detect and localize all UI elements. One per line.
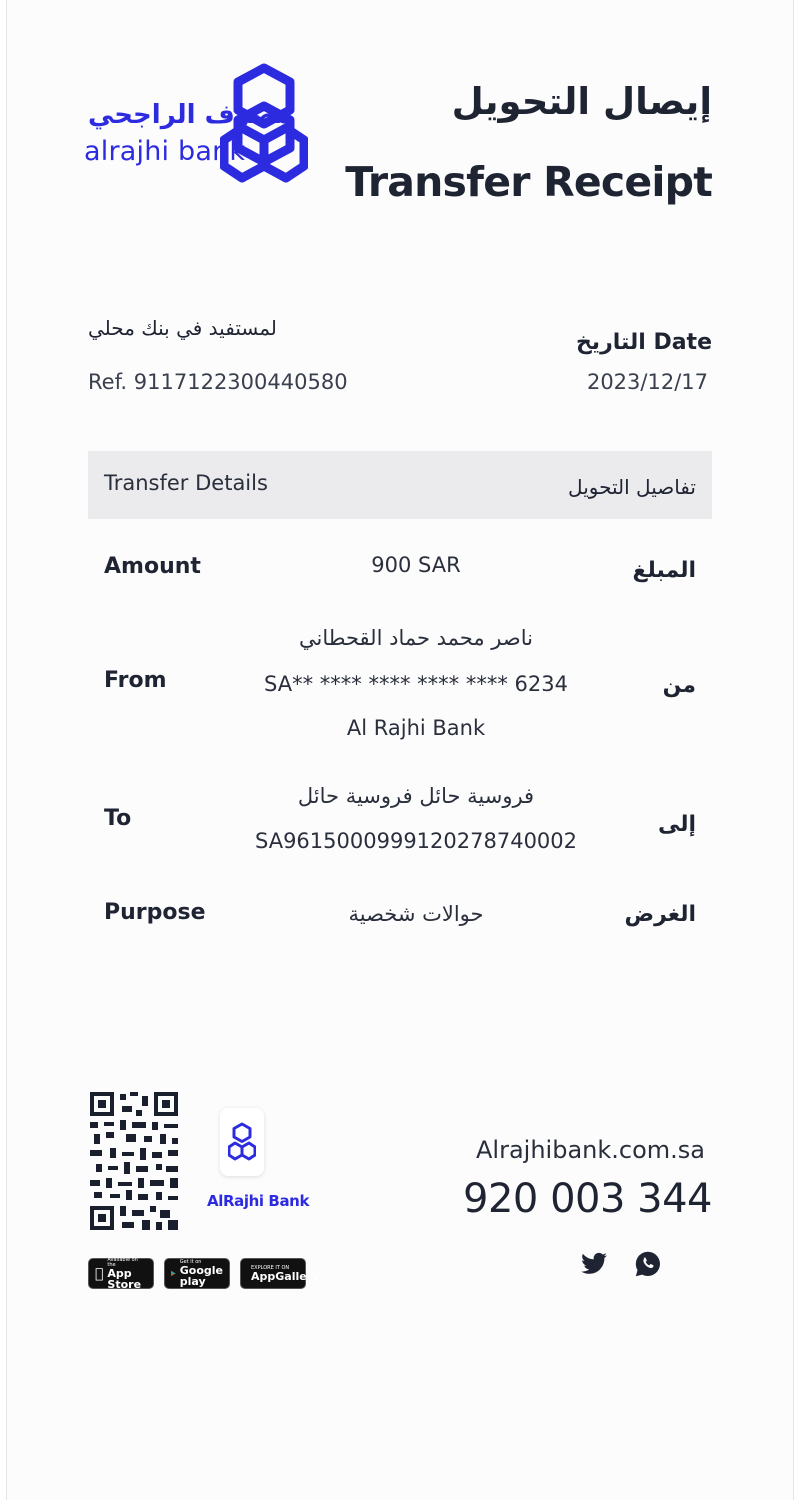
receipt-title-ar: إيصال التحويل <box>451 80 712 123</box>
transfer-details-title-ar: تفاصيل التحويل <box>568 475 696 499</box>
app-gallery-big: AppGallery <box>251 1269 320 1283</box>
app-gallery-badge[interactable] <box>240 1258 320 1289</box>
alrajhi-logo-icon <box>220 62 308 186</box>
amount-value: 900 SAR <box>371 553 461 577</box>
from-bank: Al Rajhi Bank <box>346 716 486 740</box>
from-label-ar: من <box>662 673 696 698</box>
brand-logo-block <box>84 62 314 192</box>
purpose-label-ar: الغرض <box>624 902 696 927</box>
date-label: التاريخ Date <box>575 330 712 355</box>
alrajhi-logo-small-icon <box>228 1122 256 1162</box>
app-label: AlRajhi Bank <box>207 1192 310 1210</box>
app-store-small: Available on the <box>99 1259 140 1265</box>
google-play-badge[interactable] <box>164 1258 230 1289</box>
app-gallery-small: EXPLORE IT ON <box>251 1264 290 1271</box>
phone-number[interactable]: 920 003 344 <box>463 1176 712 1222</box>
from-account: SA** **** **** **** **** 6234 <box>264 672 568 696</box>
amount-label-ar: المبلغ <box>632 558 696 583</box>
whatsapp-icon[interactable] <box>634 1250 662 1278</box>
to-label-en: To <box>104 806 132 831</box>
brand-name-ar: مصرف الراجحي <box>88 100 293 130</box>
google-play-icon <box>171 1267 176 1280</box>
app-store-big: App Store <box>99 1264 133 1288</box>
to-name: فروسية حائل فروسية حائل <box>297 784 535 808</box>
transfer-details-header <box>88 451 712 519</box>
qr-code-icon <box>90 1092 178 1230</box>
receipt-title-en: Transfer Receipt <box>345 158 712 206</box>
website-link[interactable]: Alrajhibank.com.sa <box>476 1136 705 1164</box>
amount-label-en: Amount <box>104 554 201 579</box>
transfer-details-title-en: Transfer Details <box>104 471 268 495</box>
from-label-en: From <box>104 668 167 693</box>
brand-name-en: alrajhi bank <box>84 136 246 167</box>
reference-number: Ref. 9117122300440580 <box>88 370 348 394</box>
twitter-icon[interactable] <box>580 1250 608 1278</box>
purpose-label-en: Purpose <box>104 900 206 925</box>
purpose-value: حوالات شخصية <box>348 902 484 926</box>
alrajhi-app-icon[interactable] <box>220 1108 264 1176</box>
date-value: 2023/12/17 <box>586 370 708 394</box>
to-iban: SA9615000999120278740002 <box>254 829 578 853</box>
from-name: ناصر محمد حماد القحطاني <box>299 626 533 650</box>
google-play-big: Google play <box>179 1264 223 1288</box>
google-play-small: Get it on <box>179 1259 202 1265</box>
beneficiary-type: لمستفيد في بنك محلي <box>88 316 277 340</box>
to-label-ar: إلى <box>657 812 696 837</box>
apple-icon <box>95 1267 103 1281</box>
app-store-badge[interactable] <box>88 1258 154 1289</box>
